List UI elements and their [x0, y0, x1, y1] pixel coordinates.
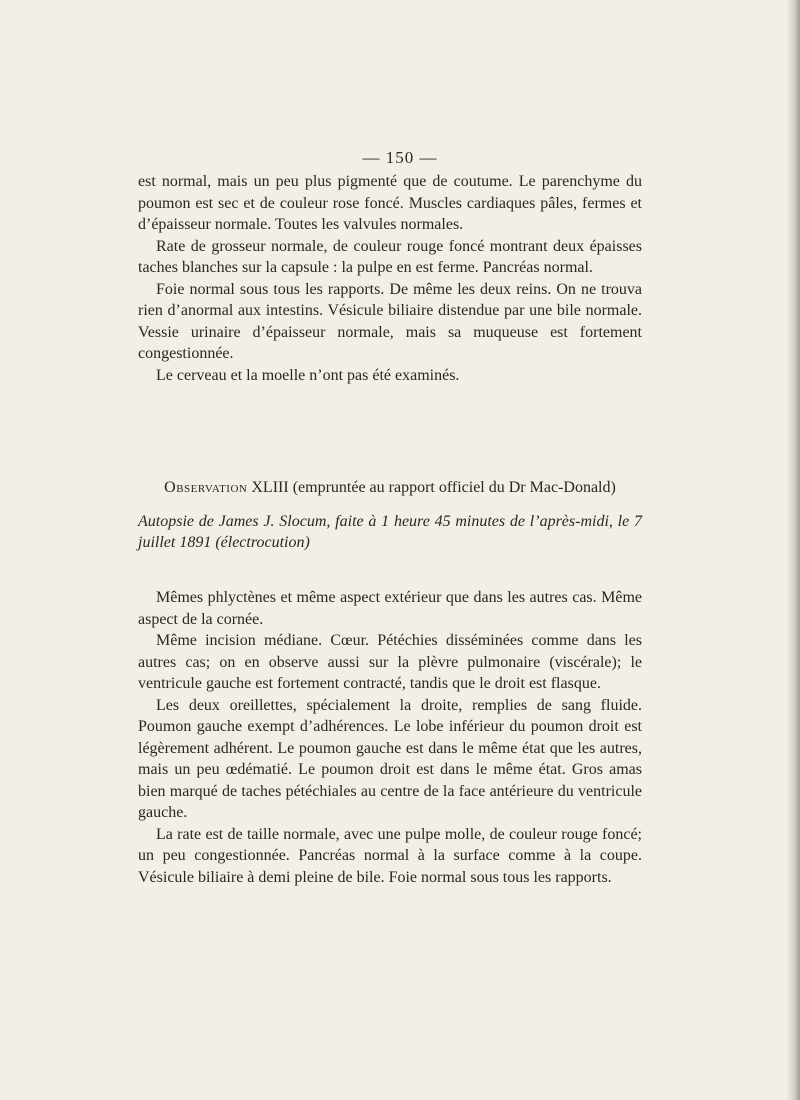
paragraph: Les deux oreillettes, spécialement la droite, remplies de sang fluide. Poumon gauche exempt d’adhérences. Le lobe inférieur du poumon droit est légèrement adhérent. Le poumon gauche est dans le même état que les autres, mais un peu œdématié. Le poumon droit est dans le même état. Gros amas bien marqué de taches pétéchiales au centre de la face antérieure du ventricule gauche. [138, 696, 642, 821]
paragraph: La rate est de taille normale, avec une pulpe molle, de couleur rouge foncé; un peu congestionnée. Pancréas normal à la surface comme à la coupe. Vésicule biliaire à demi pleine de bile. Foie normal sous tous les rapports. [138, 825, 642, 886]
paragraph: est normal, mais un peu plus pigmenté que de coutume. Le parenchyme du poumon est sec et de couleur rose foncé. Muscles cardiaques pâles, fermes et d’épaisseur normale. Toutes les valvules normales. [138, 173, 642, 233]
page-number: — 150 — [362, 148, 438, 167]
observation-header [138, 477, 642, 554]
top-text-block [138, 171, 642, 386]
paragraph: Mêmes phlyctènes et même aspect extérieur que dans les autres cas. Même aspect de la cornée. [138, 589, 642, 628]
paragraph: Foie normal sous tous les rapports. De même les deux reins. On ne trouva rien d’anormal aux intestins. Vésicule biliaire distendue par une bile normale. Vessie urinaire d’épaisseur normale, mais sa muqueuse est fortement congestionnée. [138, 280, 642, 362]
paragraph: Le cerveau et la moelle n’ont pas été examinés. [156, 366, 460, 384]
observation-title [138, 477, 642, 499]
observation-title-rest: XLIII (empruntée au rapport officiel du Dr Mac-Donald) [251, 479, 616, 496]
observation-label: Observation [164, 479, 248, 496]
observation-subtitle: Autopsie de James J. Slocum, faite à 1 heure 45 minutes de l’après-midi, le 7 juillet 1891 (électrocution) [138, 512, 642, 551]
paragraph: Rate de grosseur normale, de couleur rouge foncé montrant deux épaisses taches blanches sur la capsule : la pulpe en est ferme. Pancréas normal. [138, 237, 642, 276]
paragraph: Même incision médiane. Cœur. Pétéchies disséminées comme dans les autres cas; on en observe aussi sur la plèvre pulmonaire (viscérale); le ventricule gauche est fortement contracté, tandis que le droit est flasque. [138, 632, 642, 692]
bottom-text-block [138, 587, 642, 888]
